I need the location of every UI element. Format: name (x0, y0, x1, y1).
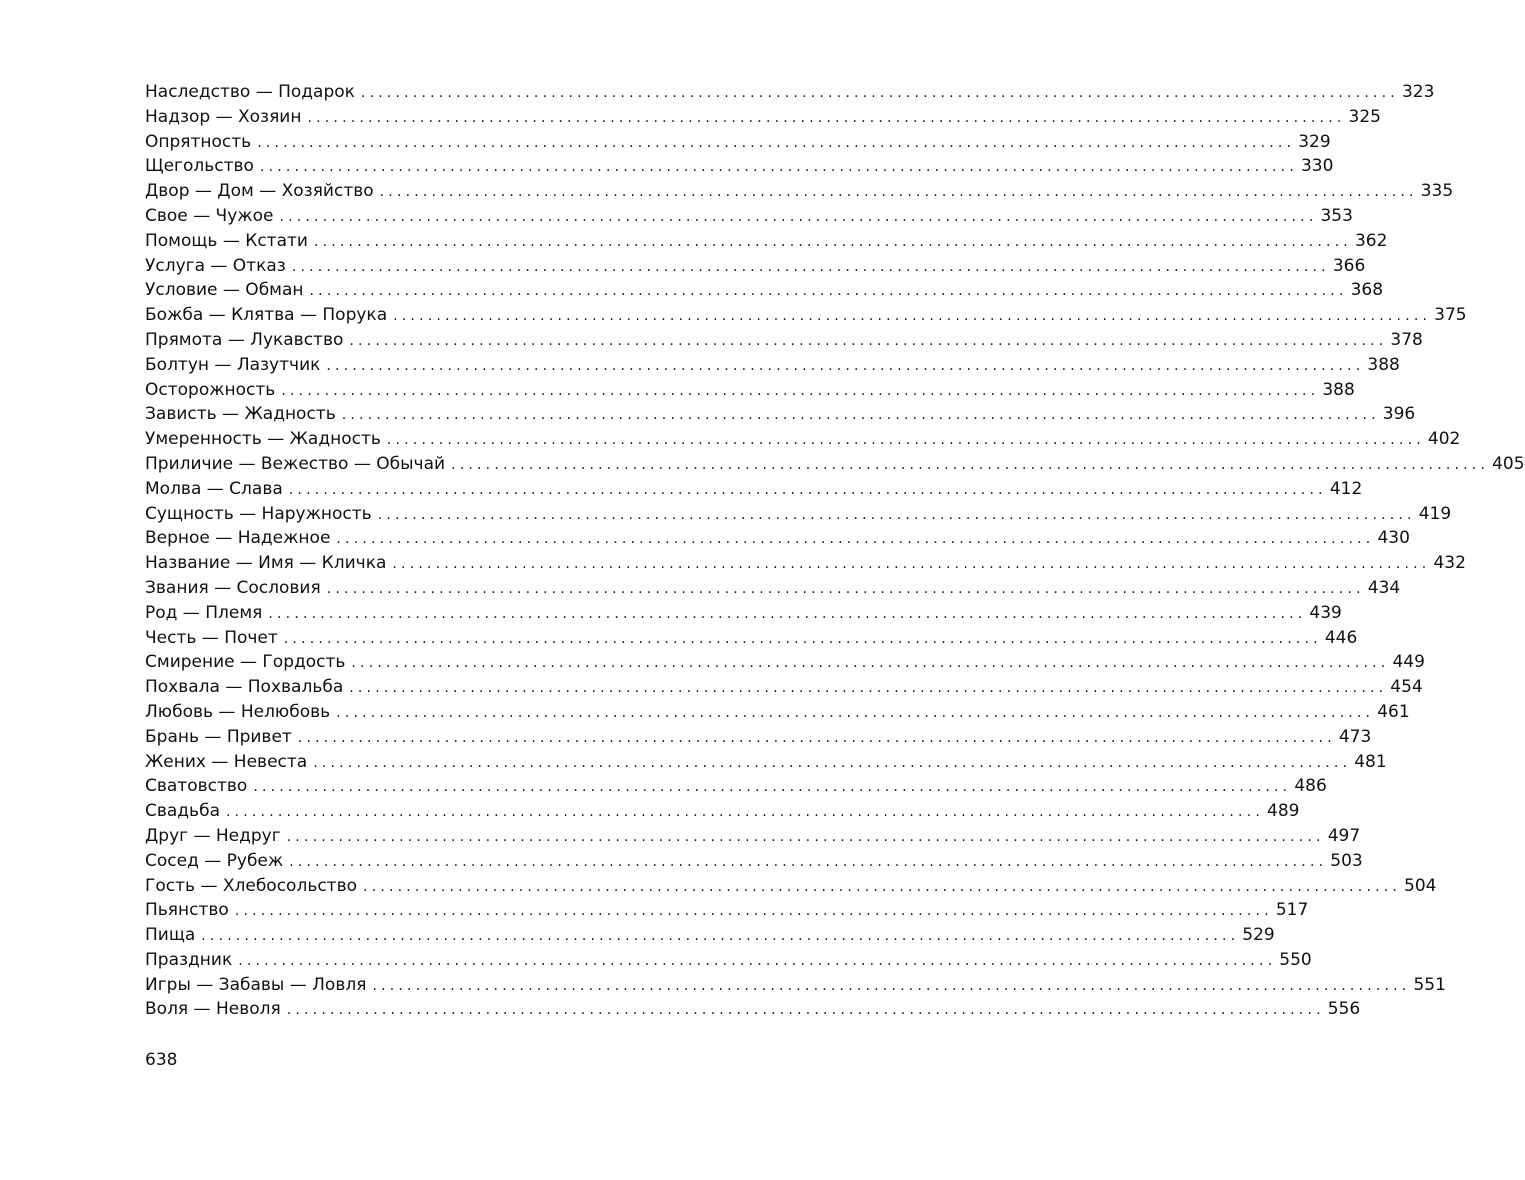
toc-entry (145, 254, 1366, 279)
dot-leader: ........................................................................................................................ (392, 556, 1431, 573)
toc-entry-title: Верное — Надежное (145, 528, 331, 549)
toc-entry-title: Гость — Хлебосольство (145, 875, 358, 896)
toc-entry-page: 481 (1354, 751, 1387, 772)
toc-entry-page: 402 (1427, 429, 1461, 450)
table-of-contents (145, 80, 1525, 1022)
toc-entry-title: Умеренность — Жадность (145, 429, 381, 450)
dot-leader: ........................................................................................................................ (451, 456, 1490, 473)
toc-entry-title: Приличие — Вежество — Обычай (145, 453, 446, 474)
toc-entry (145, 105, 1381, 130)
toc-entry-title: Пища (145, 925, 196, 946)
dot-leader: ........................................................................................................................ (238, 952, 1277, 969)
dot-leader: ........................................................................................................................ (259, 159, 1298, 176)
toc-entry-page: 335 (1420, 181, 1454, 202)
dot-leader: ........................................................................................................................ (283, 630, 1322, 647)
toc-entry-page: 434 (1367, 577, 1401, 598)
toc-entry (145, 750, 1387, 775)
toc-entry-title: Божба — Клятва — Порука (145, 305, 388, 326)
toc-entry-title: Помощь — Кстати (145, 230, 308, 251)
toc-entry-page: 430 (1377, 528, 1410, 549)
dot-leader: ........................................................................................................................ (281, 382, 1320, 399)
toc-entry (145, 402, 1416, 427)
toc-entry-page: 551 (1413, 974, 1446, 995)
toc-entry-page: 329 (1298, 131, 1331, 152)
dot-leader: ........................................................................................................................ (341, 407, 1380, 424)
toc-entry (145, 551, 1466, 576)
toc-entry (145, 799, 1300, 824)
toc-entry (145, 997, 1361, 1022)
dot-leader: ........................................................................................................................ (234, 903, 1273, 920)
toc-entry-page: 366 (1332, 255, 1366, 276)
toc-entry-title: Сосед — Рубеж (145, 850, 284, 871)
dot-leader: ........................................................................................................................ (257, 134, 1296, 151)
toc-entry-page: 497 (1327, 825, 1361, 846)
toc-entry-title: Игры — Забавы — Ловля (145, 974, 367, 995)
toc-entry-title: Похвала — Похвальба (145, 677, 344, 698)
dot-leader: ........................................................................................................................ (386, 432, 1425, 449)
toc-entry-title: Надзор — Хозяин (145, 106, 302, 127)
dot-leader: ........................................................................................................................ (313, 233, 1352, 250)
toc-entry-title: Воля — Неволя (145, 999, 281, 1020)
dot-leader: ........................................................................................................................ (253, 779, 1292, 796)
toc-entry-title: Пьянство (145, 900, 229, 921)
toc-entry-page: 353 (1320, 205, 1353, 226)
toc-entry-page: 412 (1329, 478, 1363, 499)
toc-entry-title: Условие — Обман (145, 280, 304, 301)
toc-entry (145, 229, 1388, 254)
toc-entry-title: Болтун — Лазутчик (145, 354, 321, 375)
toc-entry (145, 452, 1525, 477)
toc-entry (145, 923, 1275, 948)
toc-entry-page: 368 (1350, 280, 1384, 301)
toc-entry (145, 328, 1423, 353)
toc-entry-title: Друг — Недруг (145, 825, 281, 846)
toc-entry-title: Щегольство (145, 156, 254, 177)
toc-entry (145, 526, 1410, 551)
toc-entry-page: 503 (1330, 850, 1363, 871)
toc-entry (145, 874, 1437, 899)
dot-leader: ........................................................................................................................ (349, 332, 1388, 349)
toc-entry-page: 556 (1327, 999, 1361, 1020)
dot-leader: ........................................................................................................................ (288, 481, 1327, 498)
toc-entry (145, 502, 1452, 527)
dot-leader: ........................................................................................................................ (393, 308, 1432, 325)
toc-entry-page: 529 (1242, 925, 1275, 946)
dot-leader: ........................................................................................................................ (286, 1002, 1325, 1019)
toc-entry-title: Услуга — Отказ (145, 255, 286, 276)
toc-entry (145, 774, 1327, 799)
toc-entry-page: 517 (1275, 900, 1309, 921)
dot-leader: ........................................................................................................................ (289, 853, 1328, 870)
dot-leader: ........................................................................................................................ (360, 85, 1399, 101)
dot-leader: ........................................................................................................................ (286, 828, 1325, 845)
toc-entry-page: 419 (1418, 503, 1452, 524)
dot-leader: ........................................................................................................................ (326, 580, 1365, 597)
toc-entry-title: Род — Племя (145, 602, 263, 623)
toc-entry-page: 362 (1354, 230, 1388, 251)
toc-entry-page: 432 (1433, 553, 1466, 574)
toc-entry (145, 303, 1467, 328)
toc-entry (145, 675, 1423, 700)
toc-entry (145, 650, 1425, 675)
dot-leader: ........................................................................................................................ (201, 928, 1240, 945)
toc-entry (145, 477, 1363, 502)
dot-leader: ........................................................................................................................ (309, 283, 1348, 300)
page-number: 638 (145, 1050, 178, 1070)
toc-entry (145, 427, 1461, 452)
toc-entry-page: 550 (1279, 949, 1312, 970)
toc-entry-title: Сватовство (145, 776, 248, 797)
toc-entry-page: 378 (1390, 329, 1423, 350)
toc-entry-title: Осторожность (145, 379, 276, 400)
dot-leader: ........................................................................................................................ (336, 531, 1375, 548)
toc-entry-title: Двор — Дом — Хозяйство (145, 181, 374, 202)
toc-entry (145, 378, 1355, 403)
toc-entry (145, 154, 1334, 179)
dot-leader: ........................................................................................................................ (279, 208, 1318, 225)
dot-leader: ........................................................................................................................ (225, 804, 1265, 821)
toc-entry (145, 725, 1372, 750)
dot-leader: ........................................................................................................................ (349, 680, 1388, 697)
dot-leader: ........................................................................................................................ (351, 655, 1390, 672)
toc-entry-page: 449 (1392, 652, 1425, 673)
toc-entry-page: 446 (1324, 627, 1358, 648)
dot-leader: ........................................................................................................................ (297, 729, 1336, 746)
toc-entry-page: 396 (1382, 404, 1416, 425)
toc-entry (145, 130, 1331, 155)
toc-entry (145, 601, 1342, 626)
toc-entry (145, 576, 1401, 601)
toc-entry (145, 700, 1410, 725)
toc-entry-title: Наследство — Подарок (145, 82, 355, 102)
toc-entry-page: 489 (1267, 801, 1300, 822)
toc-entry (145, 353, 1400, 378)
toc-entry-title: Честь — Почет (145, 627, 278, 648)
dot-leader: ........................................................................................................................ (336, 704, 1375, 721)
toc-entry (145, 898, 1309, 923)
toc-entry-page: 388 (1322, 379, 1355, 400)
toc-entry-page: 461 (1377, 701, 1410, 722)
toc-entry-title: Смирение — Гордость (145, 652, 346, 673)
toc-entry-title: Праздник (145, 949, 233, 970)
toc-entry (145, 824, 1361, 849)
toc-entry (145, 849, 1363, 874)
toc-entry-title: Свадьба (145, 801, 220, 822)
dot-leader: ........................................................................................................................ (307, 109, 1346, 126)
dot-leader: ........................................................................................................................ (291, 258, 1330, 275)
dot-leader: ........................................................................................................................ (268, 605, 1307, 622)
toc-entry-page: 330 (1300, 156, 1334, 177)
toc-entry (145, 179, 1454, 204)
toc-entry-title: Жених — Невеста (145, 751, 308, 772)
toc-entry-page: 405 (1492, 453, 1525, 474)
toc-entry-page: 388 (1367, 354, 1400, 375)
toc-entry (145, 204, 1353, 229)
toc-entry-page: 473 (1338, 726, 1372, 747)
dot-leader: ........................................................................................................................ (377, 506, 1416, 523)
toc-entry-page: 439 (1309, 602, 1342, 623)
toc-entry (145, 626, 1358, 651)
toc-entry-page: 323 (1401, 82, 1435, 102)
dot-leader: ........................................................................................................................ (379, 184, 1418, 201)
toc-entry (145, 948, 1312, 973)
toc-entry-title: Любовь — Нелюбовь (145, 701, 331, 722)
toc-entry (145, 973, 1446, 998)
toc-entry-title: Звания — Сословия (145, 577, 321, 598)
toc-entry-page: 504 (1404, 875, 1437, 896)
toc-entry-page: 454 (1390, 677, 1423, 698)
toc-entry-page: 486 (1294, 776, 1327, 797)
toc-entry-page: 375 (1434, 305, 1467, 326)
dot-leader: ........................................................................................................................ (313, 754, 1352, 771)
toc-entry-title: Прямота — Лукавство (145, 329, 344, 350)
toc-entry-title: Название — Имя — Кличка (145, 553, 387, 574)
toc-entry-title: Молва — Слава (145, 478, 283, 499)
dot-leader: ........................................................................................................................ (363, 878, 1402, 895)
toc-entry-title: Свое — Чужое (145, 205, 274, 226)
dot-leader: ........................................................................................................................ (372, 977, 1411, 994)
toc-entry-title: Сущность — Наружность (145, 503, 372, 524)
toc-entry-title: Брань — Привет (145, 726, 292, 747)
toc-entry-title: Опрятность (145, 131, 252, 152)
toc-entry (145, 80, 1435, 105)
dot-leader: ........................................................................................................................ (326, 357, 1365, 374)
toc-entry (145, 278, 1384, 303)
toc-entry-page: 325 (1348, 106, 1381, 127)
toc-entry-title: Зависть — Жадность (145, 404, 336, 425)
